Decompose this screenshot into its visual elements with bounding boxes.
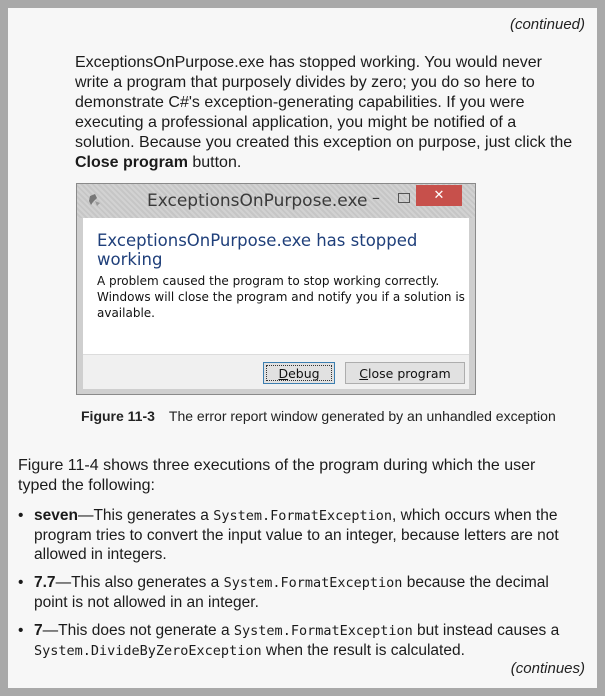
bullet-text: —This also generates a [55, 574, 224, 591]
bullet-text: —This generates a [77, 507, 214, 524]
error-dialog-screenshot [76, 183, 476, 395]
bullet-icon: • [18, 622, 24, 639]
debug-button[interactable] [263, 362, 335, 384]
bullet-code: System.DivideByZeroException [34, 643, 262, 659]
app-icon [88, 193, 102, 207]
dialog-body [83, 218, 469, 354]
body-paragraph: Figure 11-4 shows three executions of the program during which the user typed the following: [18, 457, 536, 494]
bullet-term: 7 [34, 622, 43, 639]
bullet-list [18, 506, 586, 670]
bullet-icon: • [18, 507, 24, 524]
book-page [8, 8, 597, 688]
list-item [18, 506, 586, 564]
intro-text-end: button. [187, 154, 242, 171]
figure-caption-text: The error report window generated by an unhandled exception [168, 408, 556, 424]
bullet-text: when the result is calculated. [261, 642, 465, 659]
close-mnemonic: C [359, 366, 369, 381]
bullet-term: 7.7 [34, 574, 56, 591]
bullet-text: , which occurs when the program tries to convert the input value to an integer, because letters are not allowed in integers. [34, 507, 559, 563]
debug-label: ebug [288, 366, 320, 381]
close-icon[interactable]: ✕ [416, 185, 462, 206]
bullet-code: System.FormatException [213, 508, 393, 524]
dialog-footer [83, 354, 469, 389]
bullet-code: System.FormatException [223, 575, 403, 591]
debug-mnemonic: D [278, 366, 289, 381]
bullet-text: because the decimal point is not allowed in an integer. [34, 574, 549, 611]
close-program-button[interactable] [345, 362, 465, 384]
figure-caption [81, 408, 556, 424]
continued-label: (continued) [509, 16, 585, 33]
continues-label: (continues) [510, 660, 585, 677]
dialog-titlebar [77, 184, 475, 218]
list-item [18, 573, 586, 612]
minimize-icon[interactable]: – [372, 188, 380, 207]
dialog-message: A problem caused the program to stop working correctly. Windows will close the program and notify you if a solution is available. [97, 274, 465, 320]
bullet-code: System.FormatException [233, 623, 413, 639]
maximize-icon[interactable] [398, 193, 410, 203]
intro-text: ExceptionsOnPurpose.exe has stopped working. You would never write a program that purposely divides by zero; you do so here to demonstrate C#'s exception-generating capabilities. If you were executing a professional application, you might be notified of a solution. Because you created this exception on purpose, just click the [75, 54, 573, 151]
intro-paragraph [75, 53, 575, 173]
bullet-text: but instead causes a [412, 622, 560, 639]
figure-label: Figure 11-3 [81, 408, 155, 424]
dialog-title: ExceptionsOnPurpose.exe [147, 191, 368, 211]
bullet-icon: • [18, 574, 24, 591]
intro-bold-term: Close program [75, 154, 188, 171]
dialog-heading: ExceptionsOnPurpose.exe has stopped working [97, 231, 418, 269]
list-item [18, 621, 586, 661]
close-program-label: lose program [368, 366, 451, 381]
bullet-term: seven [34, 507, 78, 524]
bullet-text: —This does not generate a [42, 622, 234, 639]
